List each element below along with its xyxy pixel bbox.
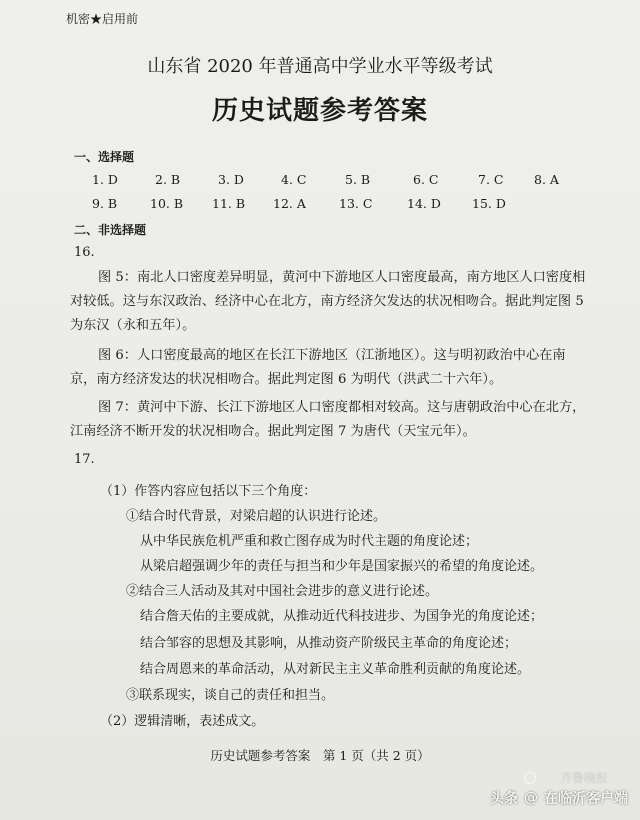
answer-item: 2. B — [155, 172, 181, 187]
answer-item: 7. C — [478, 172, 504, 187]
section-choice-title: 一、选择题 — [74, 150, 135, 164]
q17-line: ①结合时代背景，对梁启超的认识进行论述。 — [126, 509, 387, 524]
answer-item: 10. B — [150, 196, 184, 211]
watermark-brand: 头条 — [490, 791, 518, 807]
answer-item: 6. C — [413, 172, 439, 187]
watermark-handle: 在临沂客户端 — [544, 791, 628, 807]
q16-paragraph-1: 图 5：南北人口密度差异明显，黄河中下游地区人口密度最高，南方地区人口密度相对较低。这与东汉政治、经济中心在北方，南方经济欠发达的状况相吻合。据此判定图 5 为东汉（永和五年）。 — [70, 270, 586, 333]
answer-item: 15. D — [472, 196, 506, 211]
q17-line: 结合詹天佑的主要成就，从推动近代科技进步、为国争光的角度论述； — [140, 609, 544, 624]
answer-item: 8. A — [534, 172, 559, 187]
answer-item: 12. A — [273, 196, 306, 211]
watermark-secondary: 齐鲁晚报 — [559, 771, 608, 785]
q17-line: ②结合三人活动及其对中国社会进步的意义进行论述。 — [126, 584, 439, 599]
answer-item: 13. C — [339, 196, 373, 211]
answer-item: 9. B — [92, 196, 118, 211]
question-number-16: 16. — [74, 245, 95, 260]
answer-item: 11. B — [212, 196, 246, 211]
answer-item: 5. B — [345, 172, 371, 187]
confidential-label: 机密★启用前 — [66, 12, 139, 26]
q17-line: （1）作答内容应包括以下三个角度： — [100, 484, 317, 499]
q17-line: （2）逻辑清晰，表述成文。 — [100, 714, 265, 729]
watermark-logo-icon — [524, 772, 536, 784]
q17-line: 从中华民族危机严重和救亡图存成为时代主题的角度论述； — [140, 534, 479, 549]
watermark-at: @ — [524, 790, 538, 806]
section-nonchoice-title: 二、非选择题 — [74, 223, 147, 237]
q17-line: ③联系现实，谈自己的责任和担当。 — [126, 688, 335, 703]
page-footer: 历史试题参考答案 第 1 页（共 2 页） — [210, 748, 430, 763]
watermark — [490, 784, 628, 812]
answer-item: 3. D — [218, 172, 244, 187]
answer-item: 14. D — [407, 196, 441, 211]
q17-line: 结合邹容的思想及其影响，从推动资产阶级民主革命的角度论述； — [140, 636, 518, 651]
answer-item: 1. D — [92, 172, 118, 187]
q16-paragraph-3: 图 7：黄河中下游、长江下游地区人口密度都相对较高。这与唐朝政治中心在北方，江南经济不断开发的状况相吻合。据此判定图 7 为唐代（天宝元年）。 — [70, 400, 586, 439]
document-title: 历史试题参考答案 — [211, 96, 428, 126]
exam-title: 山东省 2020 年普通高中学业水平等级考试 — [147, 56, 493, 77]
q16-paragraph-2: 图 6：人口密度最高的地区在长江下游地区（江浙地区）。这与明初政治中心在南京，南方经济发达的状况相吻合。据此判定图 6 为明代（洪武二十六年）。 — [70, 348, 566, 387]
answer-item: 4. C — [281, 172, 307, 187]
question-number-17: 17. — [74, 452, 95, 467]
q17-line: 结合周恩来的革命活动，从对新民主主义革命胜利贡献的角度论述。 — [140, 662, 531, 677]
q17-line: 从梁启超强调少年的责任与担当和少年是国家振兴的希望的角度论述。 — [140, 559, 544, 574]
